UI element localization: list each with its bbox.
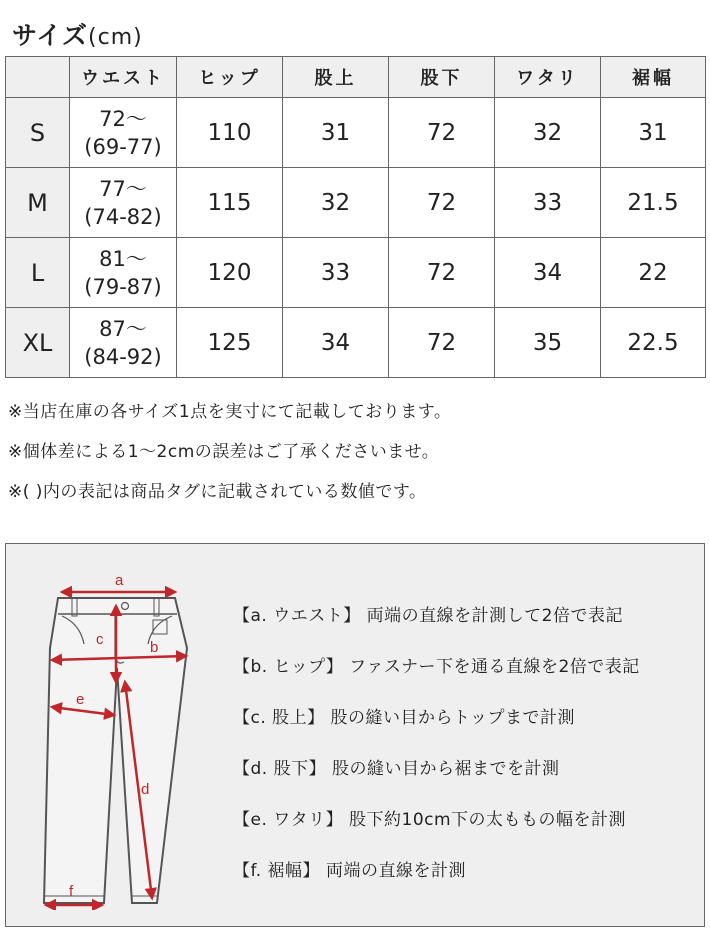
inseam-cell: 72 (389, 308, 495, 378)
notes (8, 398, 451, 518)
rise-cell: 32 (283, 168, 389, 238)
label-f: f (69, 883, 74, 900)
waist-cell (70, 168, 177, 238)
note-line: ※当店在庫の各サイズ1点を実寸にて記載しております。 (8, 402, 452, 422)
waist-value: 77〜 (99, 176, 147, 201)
header-hip: ヒップ (177, 57, 283, 98)
note-line: ※( )内の表記は商品タグに記載されている数値です。 (8, 482, 427, 502)
measurement-guide (5, 543, 705, 927)
waist-value: 81〜 (99, 246, 147, 271)
hem-cell: 31 (601, 98, 706, 168)
waist-cell (70, 238, 177, 308)
rise-cell: 33 (283, 238, 389, 308)
waist-cell (70, 308, 177, 378)
table-header-row (6, 57, 706, 98)
title-unit: (cm) (88, 25, 143, 50)
waist-tag-value: (74-82) (84, 204, 162, 229)
waist-cell (70, 98, 177, 168)
guide-item-hip: 【b. ヒップ】 ファスナー下を通る直線を2倍で表記 (233, 657, 640, 677)
hip-cell: 110 (177, 98, 283, 168)
hip-cell: 120 (177, 238, 283, 308)
waist-tag-value: (84-92) (84, 344, 162, 369)
size-table (5, 56, 706, 378)
label-b: b (150, 639, 159, 656)
hip-cell: 125 (177, 308, 283, 378)
page-title (12, 16, 143, 52)
pants-diagram (32, 558, 207, 910)
hip-cell: 115 (177, 168, 283, 238)
size-label: M (6, 168, 70, 238)
inseam-cell: 72 (389, 238, 495, 308)
waist-tag-value: (69-77) (84, 134, 162, 159)
table-row (6, 168, 706, 238)
inseam-cell: 72 (389, 98, 495, 168)
table-row (6, 98, 706, 168)
table-row (6, 238, 706, 308)
size-label: XL (6, 308, 70, 378)
header-inseam: 股下 (389, 57, 495, 98)
note-line: ※個体差による1〜2cmの誤差はご了承くださいませ。 (8, 442, 440, 462)
header-rise: 股上 (283, 57, 389, 98)
header-thigh: ワタリ (495, 57, 601, 98)
guide-item-hem: 【f. 裾幅】 両端の直線を計測 (233, 861, 466, 881)
rise-cell: 34 (283, 308, 389, 378)
label-e: e (76, 691, 85, 708)
label-d: d (141, 781, 150, 798)
guide-list (233, 604, 640, 910)
rise-cell: 31 (283, 98, 389, 168)
table-row (6, 308, 706, 378)
hem-cell: 22.5 (601, 308, 706, 378)
waist-value: 87〜 (99, 316, 147, 341)
size-label: L (6, 238, 70, 308)
label-a: a (115, 572, 124, 589)
thigh-cell: 34 (495, 238, 601, 308)
hem-cell: 21.5 (601, 168, 706, 238)
thigh-cell: 32 (495, 98, 601, 168)
title-text: サイズ (12, 21, 89, 50)
guide-item-waist: 【a. ウエスト】 両端の直線を計測して2倍で表記 (233, 606, 623, 626)
label-c: c (96, 631, 104, 648)
inseam-cell: 72 (389, 168, 495, 238)
header-waist: ウエスト (70, 57, 177, 98)
hem-cell: 22 (601, 238, 706, 308)
guide-item-rise: 【c. 股上】 股の縫い目からトップまで計測 (233, 708, 576, 728)
header-hem: 裾幅 (601, 57, 706, 98)
thigh-cell: 33 (495, 168, 601, 238)
header-corner (6, 57, 70, 98)
guide-item-thigh: 【e. ワタリ】 股下約10cm下の太ももの幅を計測 (233, 810, 627, 830)
waist-value: 72〜 (99, 106, 147, 131)
thigh-cell: 35 (495, 308, 601, 378)
guide-item-inseam: 【d. 股下】 股の縫い目から裾までを計測 (233, 759, 560, 779)
waist-tag-value: (79-87) (84, 274, 162, 299)
size-label: S (6, 98, 70, 168)
